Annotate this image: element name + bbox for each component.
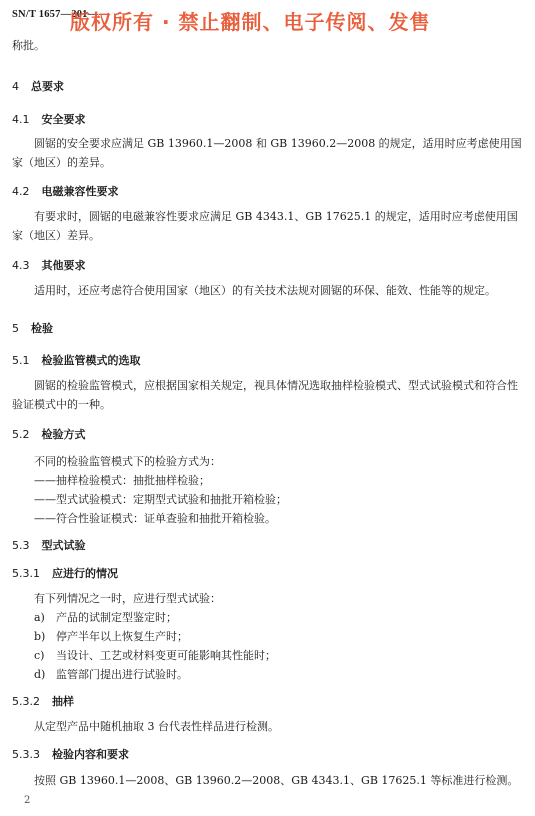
list-item <box>34 609 177 625</box>
section-number: 4 <box>12 80 19 93</box>
section-4-2-heading <box>12 183 119 199</box>
continued-text: 称批。 <box>12 39 45 52</box>
section-title: 应进行的情况 <box>52 567 118 580</box>
paragraph: 适用时，还应考虑符合使用国家（地区）的有关技术法规对圆锯的环保、能效、性能等的规定。 <box>34 284 496 297</box>
paragraph: 圆锯的安全要求应满足 GB 13960.1—2008 和 GB 13960.2—2008 的规定，适用时应考虑使用国家（地区）的差异。 <box>12 137 522 169</box>
section-title: 其他要求 <box>41 259 86 272</box>
section-number: 5.1 <box>12 354 30 367</box>
list-item <box>34 647 276 663</box>
section-4-1-heading <box>12 111 86 127</box>
list-item: ——符合性验证模式：证单查验和抽批开箱检验。 <box>34 512 276 525</box>
section-5-3-2-heading <box>12 693 74 709</box>
section-title: 检验方式 <box>41 428 86 441</box>
section-number: 4.1 <box>12 113 30 126</box>
standard-number: SN/T 1657—201— <box>12 9 99 20</box>
section-number: 5.2 <box>12 428 30 441</box>
list-item <box>34 666 188 682</box>
paragraph: 有要求时，圆锯的电磁兼容性要求应满足 GB 4343.1、GB 17625.1 的规定，适用时应考虑使用国家（地区）差异。 <box>12 210 518 242</box>
section-number: 5.3.3 <box>12 748 40 761</box>
list-label: d) <box>34 668 46 681</box>
section-title: 检验内容和要求 <box>52 748 129 761</box>
paragraph: 有下列情况之一时，应进行型式试验： <box>34 592 221 605</box>
section-number: 4.2 <box>12 185 30 198</box>
paragraph: 从定型产品中随机抽取 3 台代表性样品进行检测。 <box>34 720 279 733</box>
list-text: 产品的试制定型鉴定时； <box>56 611 177 624</box>
section-title: 检验 <box>31 322 53 335</box>
list-label: c) <box>34 649 45 662</box>
section-5-3-1-heading <box>12 565 118 581</box>
list-text: 当设计、工艺或材料变更可能影响其性能时； <box>56 649 276 662</box>
paragraph: 圆锯的检验监管模式，应根据国家相关规定，视具体情况选取抽样检验模式、型式试验模式和符合性验证模式中的一种。 <box>12 379 518 411</box>
paragraph: 不同的检验监管模式下的检验方式为： <box>34 455 221 468</box>
section-number: 5.3.2 <box>12 695 40 708</box>
list-text: 停产半年以上恢复生产时； <box>56 630 188 643</box>
section-title: 安全要求 <box>41 113 86 126</box>
list-label: b) <box>34 630 46 643</box>
section-5-1-heading <box>12 352 141 368</box>
page-number: 2 <box>24 795 31 806</box>
section-number: 5.3 <box>12 539 30 552</box>
section-5-3-3-heading <box>12 746 129 762</box>
copyright-watermark: 版权所有 · 禁止翻制、电子传阅、发售 <box>70 10 431 34</box>
section-title: 总要求 <box>31 80 64 93</box>
section-number: 5 <box>12 322 19 335</box>
section-5-heading <box>12 320 53 336</box>
list-item: ——抽样检验模式：抽批抽样检验； <box>34 474 210 487</box>
section-title: 检验监管模式的选取 <box>41 354 141 367</box>
paragraph: 按照 GB 13960.1—2008、GB 13960.2—2008、GB 4343.1、GB 17625.1 等标准进行检测。 <box>34 774 519 787</box>
list-item: ——型式试验模式：定期型式试验和抽批开箱检验； <box>34 493 287 506</box>
list-text: 监管部门提出进行试验时。 <box>56 668 188 681</box>
section-4-3-heading <box>12 257 86 273</box>
list-item <box>34 628 188 644</box>
section-5-3-heading <box>12 537 86 553</box>
section-title: 抽样 <box>52 695 74 708</box>
section-5-2-heading <box>12 426 86 442</box>
section-title: 电磁兼容性要求 <box>41 185 119 198</box>
section-4-heading <box>12 78 64 94</box>
section-title: 型式试验 <box>41 539 86 552</box>
section-number: 5.3.1 <box>12 567 40 580</box>
list-label: a) <box>34 611 45 624</box>
section-number: 4.3 <box>12 259 30 272</box>
